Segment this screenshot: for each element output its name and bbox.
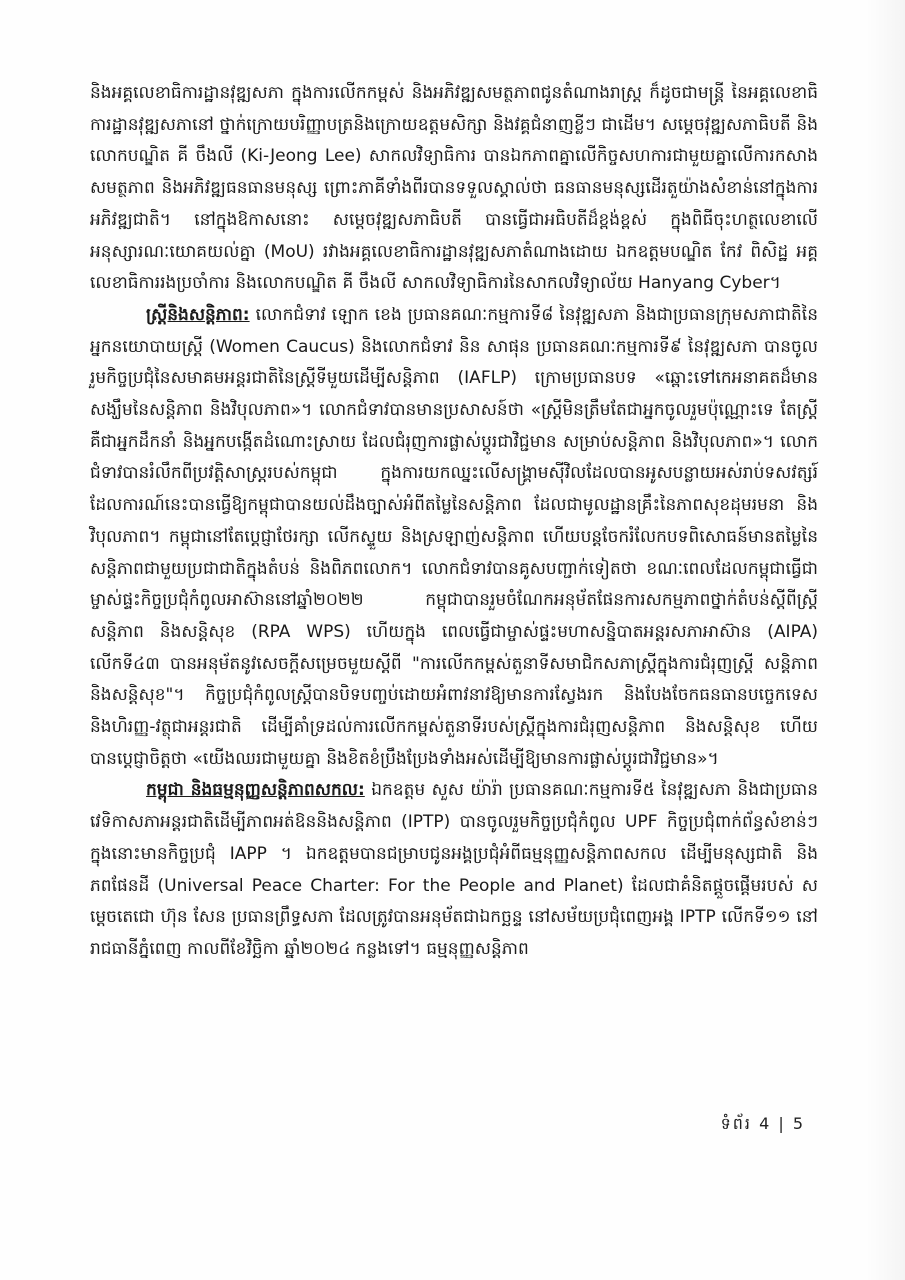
scan-edge-shade bbox=[865, 0, 905, 1280]
paragraph-3-text: ឯកឧត្តម សួស យ៉ារ៉ា ប្រធានគណៈកម្មការទី៥ នៃវុឌ្ឍសភា និងជាប្រធានវេទិកាសភាអន្តរជាតិដើម្បីភាពអត់ឱននិងសន្តិភាព (IPTP) បានចូលរួមកិច្ចប្រជុំកំពូល UPF កិច្ចប្រជុំពាក់ព័ន្ធសំខាន់ៗ ក្នុងនោះមានកិច្ចប្រជុំ IAPP ។ ឯកឧត្តមបានជម្រាបជូនអង្គប្រជុំអំពីធម្មនុញ្ញសន្តិភាពសកល ដើម្បីមនុស្សជាតិ និងភពផែនដី (Universal Peace Charter: For the People and Planet) ដែលជាគំនិតផ្តួចផ្តើមរបស់ សម្តេចតេជោ ហ៊ុន សែន ប្រធានព្រឹទ្ធសភា ដែលត្រូវបានអនុម័តជាឯកច្ឆន្ទ នៅសម័យប្រជុំពេញអង្គ IPTP លើកទី១១ នៅរាជធានីភ្នំពេញ កាលពីខែវិច្ឆិកា ឆ្នាំ២០២៤ កន្លងទៅ។ ធម្មនុញ្ញសន្តិភាព bbox=[90, 780, 819, 959]
paragraph-2 bbox=[90, 300, 818, 776]
paragraph-3-heading: កម្ពុជា និងធម្មនុញ្ញសន្តិភាពសកល: bbox=[146, 780, 365, 801]
document-body bbox=[90, 78, 818, 966]
paragraph-1: និងអគ្គលេខាធិការដ្ឋានវុឌ្ឍសភា ក្នុងការលើកកម្ពស់ និងអភិវឌ្ឍសមត្ថភាពជូនតំណាងរាស្ត្រ ក៏ដូចជាមន្ត្រី នៃអគ្គលេខាធិការដ្ឋានវុឌ្ឍសភានៅ ថ្នាក់ក្រោយបរិញ្ញាបត្រនិងក្រោយឧត្តមសិក្សា និងវគ្គជំនាញខ្លីៗ ជាដើម។ សម្តេចវុឌ្ឍសភាធិបតី និងលោកបណ្ឌិត គី ចឹងលី (Ki-Jeong Lee) សាកលវិទ្យាធិការ បានឯកភាពគ្នាលើកិច្ចសហការជាមួយគ្នាលើការកសាងសមត្ថភាព និងអភិវឌ្ឍធនធានមនុស្ស ព្រោះភាគីទាំងពីរបានទទួលស្គាល់ថា ធនធានមនុស្សដើរតួយ៉ាងសំខាន់នៅក្នុងការអភិវឌ្ឍជាតិ។ នៅក្នុងឱកាសនោះ សម្តេចវុឌ្ឍសភាធិបតី បានធ្វើជាអធិបតីដ៏ខ្ពង់ខ្ពស់ ក្នុងពិធីចុះហត្ថលេខាលើអនុស្សារណៈយោគយល់គ្នា (MoU) រវាងអគ្គលេខាធិការដ្ឋានវុឌ្ឍសភាតំណាងដោយ ឯកឧត្តមបណ្ឌិត កែវ ពិសិដ្ឋ អគ្គលេខាធិការរងប្រចាំការ និងលោកបណ្ឌិត គី ចឹងលី សាកលវិទ្យាធិការនៃសាកលវិទ្យាល័យ Hanyang Cyber។ bbox=[90, 83, 818, 294]
paragraph-3 bbox=[90, 775, 818, 965]
paragraph-2-heading: ស្ត្រីនិងសន្តិភាព: bbox=[146, 304, 250, 325]
paragraph-2-text: លោកជំទាវ ឡោក ខេង ប្រធានគណៈកម្មការទី៨ នៃវុឌ្ឍសភា និងជាប្រធានក្រុមសភាជាតិនៃអ្នកនយោបាយស្ត្រី (Women Caucus) និងលោកជំទាវ និន សាផុន ប្រធានគណៈកម្មការទី៩ នៃវុឌ្ឍសភា បានចូលរួមកិច្ចប្រជុំនៃសមាគមអន្តរជាតិនៃស្ត្រីទីមួយដើម្បីសន្តិភាព (IAFLP) ក្រោមប្រធានបទ «ឆ្ពោះទៅកេអនាគតដ៏មានសង្ឃឹមនៃសន្តិភាព និងវិបុលភាព»។ លោកជំទាវបានមានប្រសាសន៍ថា «ស្ត្រីមិនត្រឹមតែជាអ្នកចូលរួមប៉ុណ្ណោះទេ តែស្ត្រីគឺជាអ្នកដឹកនាំ និងអ្នកបង្កើតដំណោះស្រាយ ដែលជំរុញការផ្លាស់ប្តូរជាវិជ្ជមាន សម្រាប់សន្តិភាព និងវិបុលភាព»។ លោកជំទាវបានរំលឹកពីប្រវត្តិសាស្ត្ររបស់កម្ពុជា ក្នុងការយកឈ្នះលើសង្គ្រាមស៊ីវិលដែលបានអូសបន្លាយអស់រាប់ទសវត្សរ៍ ដែលការណ៍នេះបានធ្វើឱ្យកម្ពុជាបានយល់ដឹងច្បាស់អំពីតម្លៃនៃសន្តិភាព ដែលជាមូលដ្ឋានគ្រឹះនៃភាពសុខដុមរមនា និងវិបុលភាព។ កម្ពុជានៅតែប្តេជ្ញាថែរក្សា លើកស្ទួយ និងស្រឡាញ់សន្តិភាព ហើយបន្តចែករំលែកបទពិសោធន៍មានតម្លៃនៃសន្តិភាពជាមួយប្រជាជាតិក្នុងតំបន់ និងពិភពលោក។ លោកជំទាវបានគូសបញ្ជាក់ទៀតថា ខណៈពេលដែលកម្ពុជាធ្វើជាម្ចាស់ផ្ទះកិច្ចប្រជុំកំពូលអាស៊ាននៅឆ្នាំ២០២២ កម្ពុជាបានរួមចំណែកអនុម័តផែនការសកម្មភាពថ្នាក់តំបន់ស្តីពីស្ត្រី សន្តិភាព និងសន្តិសុខ (RPA WPS) ហើយក្នុង ពេលធ្វើជាម្ចាស់ផ្ទះមហាសន្និបាតអន្តរសភាអាស៊ាន (AIPA) លើកទី៤៣ បានអនុម័តនូវសេចក្តីសម្រេចមួយស្តីពី "ការលើកកម្ពស់តួនាទីសមាជិកសភាស្ត្រីក្នុងការជំរុញស្ត្រី សន្តិភាព និងសន្តិសុខ"។ កិច្ចប្រជុំកំពូលស្ត្រីបានបិទបញ្ចប់ដោយអំពាវនាវឱ្យមានការស្វែងរក និងបែងចែកធនធានបច្ចេកទេស និងហិរញ្ញ-វត្ថុជាអន្តរជាតិ ដើម្បីគាំទ្រដល់ការលើកកម្ពស់តួនាទីរបស់ស្ត្រីក្នុងការជំរុញសន្តិភាព និងសន្តិសុខ ហើយបានប្តេជ្ញាចិត្តថា «យើងឈរជាមួយគ្នា និងខិតខំប្រឹងប្រែងទាំងអស់ដើម្បីឱ្យមានការផ្លាស់ប្តូរជាវិជ្ជមាន»។ bbox=[90, 304, 818, 769]
page-number: ទំព័រ 4 | 5 bbox=[720, 1114, 805, 1133]
